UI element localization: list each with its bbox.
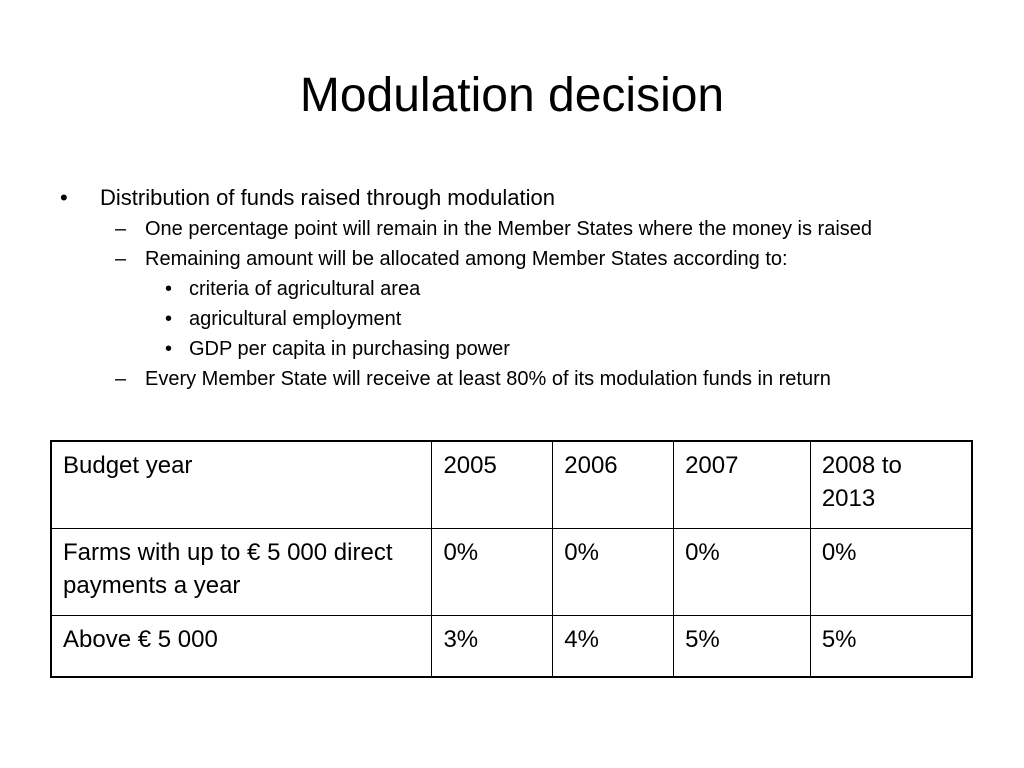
table-cell: 2006 — [553, 441, 674, 529]
table-cell: 0% — [432, 529, 553, 616]
bullet-list — [0, 182, 1024, 394]
criteria-text: agricultural employment — [189, 308, 402, 330]
slide-title: Modulation decision — [299, 69, 725, 122]
criteria-text: GDP per capita in purchasing power — [189, 338, 510, 360]
table-cell: Above € 5 000 — [51, 616, 432, 677]
table-cell: Budget year — [51, 441, 432, 529]
table-cell: 0% — [553, 529, 674, 616]
sub-bullet-text: Every Member State will receive at least 80% of its modulation funds in return — [145, 368, 831, 390]
bullet-marker: • — [165, 338, 173, 360]
modulation-rates-table — [50, 440, 973, 678]
sub-bullet-text: One percentage point will remain in the Member States where the money is raised — [145, 218, 873, 240]
table-cell: 2005 — [432, 441, 553, 529]
table-cell: 2008 to 2013 — [810, 441, 972, 529]
bullet-marker: • — [60, 185, 68, 210]
sub-bullet-one-point — [0, 214, 1024, 244]
bullet-marker: • — [165, 278, 173, 300]
criteria-item-agricultural-area — [0, 274, 1024, 304]
dash-marker: – — [115, 368, 127, 390]
criteria-text: criteria of agricultural area — [189, 278, 421, 300]
sub-bullet-text: Remaining amount will be allocated among Member States according to: — [145, 248, 788, 270]
table-cell: 4% — [553, 616, 674, 677]
table-cell: 3% — [432, 616, 553, 677]
bullet-marker: • — [165, 308, 173, 330]
table-row — [51, 529, 972, 616]
sub-bullet-remaining-amount — [0, 244, 1024, 274]
table-cell: 5% — [810, 616, 972, 677]
table-cell: 2007 — [674, 441, 811, 529]
criteria-item-gdp — [0, 334, 1024, 364]
table-cell: 0% — [674, 529, 811, 616]
table-cell: 5% — [674, 616, 811, 677]
table-cell: 0% — [810, 529, 972, 616]
bullet-text: Distribution of funds raised through modulation — [100, 185, 555, 210]
table-header-row — [51, 441, 972, 529]
dash-marker: – — [115, 248, 127, 270]
table-cell: Farms with up to € 5 000 direct payments a year — [51, 529, 432, 616]
dash-marker: – — [115, 218, 127, 240]
bullet-item-distribution — [0, 182, 1024, 214]
sub-bullet-at-least-80 — [0, 364, 1024, 394]
table-row — [51, 616, 972, 677]
criteria-item-employment — [0, 304, 1024, 334]
